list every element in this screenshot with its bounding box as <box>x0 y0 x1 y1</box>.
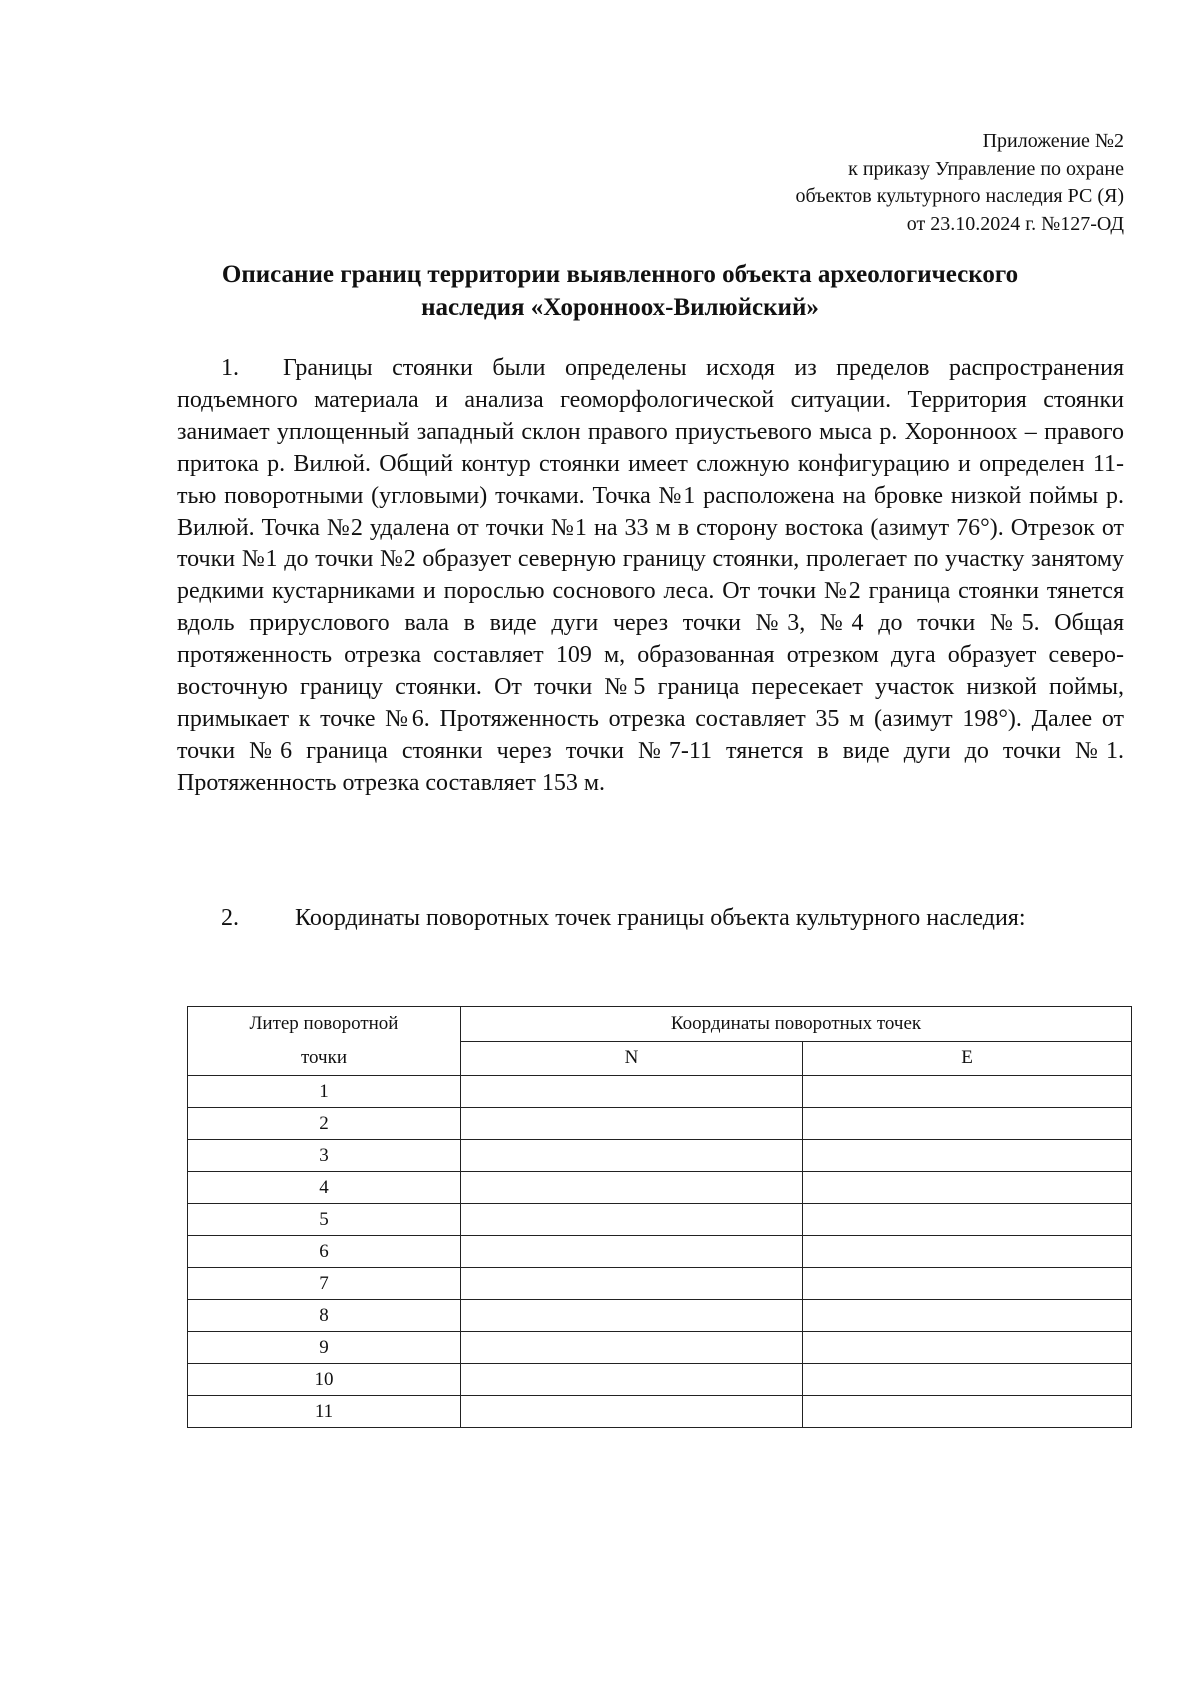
cell-e <box>803 1396 1132 1428</box>
cell-n <box>461 1108 803 1140</box>
point-number: 2 <box>188 1108 461 1140</box>
point-number: 4 <box>188 1172 461 1204</box>
table-row <box>188 1172 1132 1204</box>
header-liter-line-2: точки <box>300 1047 347 1068</box>
table-row <box>188 1332 1132 1364</box>
header-e: E <box>803 1041 1132 1076</box>
table-row <box>188 1364 1132 1396</box>
paragraph-2-text: Координаты поворотных точек границы объекта культурного наследия: <box>295 905 1026 931</box>
cell-e <box>803 1204 1132 1236</box>
table-row <box>188 1108 1132 1140</box>
point-number: 1 <box>188 1076 461 1108</box>
paragraph-1 <box>177 353 1124 800</box>
cell-e <box>803 1268 1132 1300</box>
appendix-header <box>604 128 1124 238</box>
table-row <box>188 1300 1132 1332</box>
cell-n <box>461 1204 803 1236</box>
point-number: 5 <box>188 1204 461 1236</box>
table-row <box>188 1268 1132 1300</box>
point-number: 6 <box>188 1236 461 1268</box>
appendix-line-1: Приложение №2 <box>982 130 1124 152</box>
cell-n <box>461 1396 803 1428</box>
table-row <box>188 1396 1132 1428</box>
header-coordinates: Координаты поворотных точек <box>461 1007 1132 1042</box>
cell-n <box>461 1364 803 1396</box>
table-row <box>188 1076 1132 1108</box>
appendix-line-3: объектов культурного наследия РС (Я) <box>795 185 1124 207</box>
document-title <box>150 258 1090 324</box>
paragraph-1-text: Границы стоянки были определены исходя из пределов распространения подъемного материала и анализа геоморфологической ситуации. Территория стоянки занимает уплощенный западный склон правого приустьевого мыса р. Хоронноох – правого притока р. Вилюй. Общий контур стоянки имеет сложную конфигурацию и определен 11-тью поворотными (угловыми) точками. Точка №1 расположена на бровке низкой поймы р. Вилюй. Точка №2 удалена от точки №1 на 33 м в сторону востока (азимут 76°). Отрезок от точки №1 до точки №2 образует северную границу стоянки, пролегает по участку занятому редкими кустарниками и порослью соснового леса. От точки №2 граница стоянки тянется вдоль прируслового вала в виде дуги через точки №3, №4 до точки №5. Общая протяженность отрезка составляет 109 м, образованная отрезком дуга образует северо- восточную границу стоянки. От точки №5 граница пересекает участок низкой поймы, примыкает к точке №6. Протяженность отрезка составляет 35 м (азимут 198°). Далее от точки №6 граница стоянки через точки №7-11 тянется в виде дуги до точки №1. Протяженность отрезка составляет 153 м. <box>177 355 1124 796</box>
table-row <box>188 1236 1132 1268</box>
cell-n <box>461 1236 803 1268</box>
title-line-2: наследия «Хоронноох-Вилюйский» <box>421 294 819 321</box>
cell-e <box>803 1076 1132 1108</box>
point-number: 9 <box>188 1332 461 1364</box>
cell-n <box>461 1172 803 1204</box>
table-row <box>188 1204 1132 1236</box>
header-liter-line-1: Литер поворотной <box>249 1013 399 1034</box>
point-number: 7 <box>188 1268 461 1300</box>
cell-e <box>803 1172 1132 1204</box>
title-line-1: Описание границ территории выявленного объекта археологического <box>221 261 1019 288</box>
table-row <box>188 1140 1132 1172</box>
cell-e <box>803 1300 1132 1332</box>
paragraph-1-number: 1. <box>221 355 239 381</box>
paragraph-2-number: 2. <box>221 905 239 931</box>
header-n: N <box>461 1041 803 1076</box>
coordinates-table <box>187 1006 1132 1428</box>
cell-e <box>803 1332 1132 1364</box>
cell-n <box>461 1140 803 1172</box>
cell-n <box>461 1268 803 1300</box>
cell-e <box>803 1236 1132 1268</box>
cell-n <box>461 1332 803 1364</box>
header-liter <box>188 1007 461 1076</box>
cell-e <box>803 1108 1132 1140</box>
cell-e <box>803 1140 1132 1172</box>
point-number: 8 <box>188 1300 461 1332</box>
appendix-line-2: к приказу Управление по охране <box>848 157 1124 180</box>
cell-n <box>461 1300 803 1332</box>
appendix-line-4: от 23.10.2024 г. №127-ОД <box>906 212 1124 235</box>
point-number: 10 <box>188 1364 461 1396</box>
paragraph-2 <box>177 903 1124 935</box>
cell-n <box>461 1076 803 1108</box>
point-number: 3 <box>188 1140 461 1172</box>
cell-e <box>803 1364 1132 1396</box>
point-number: 11 <box>188 1396 461 1428</box>
